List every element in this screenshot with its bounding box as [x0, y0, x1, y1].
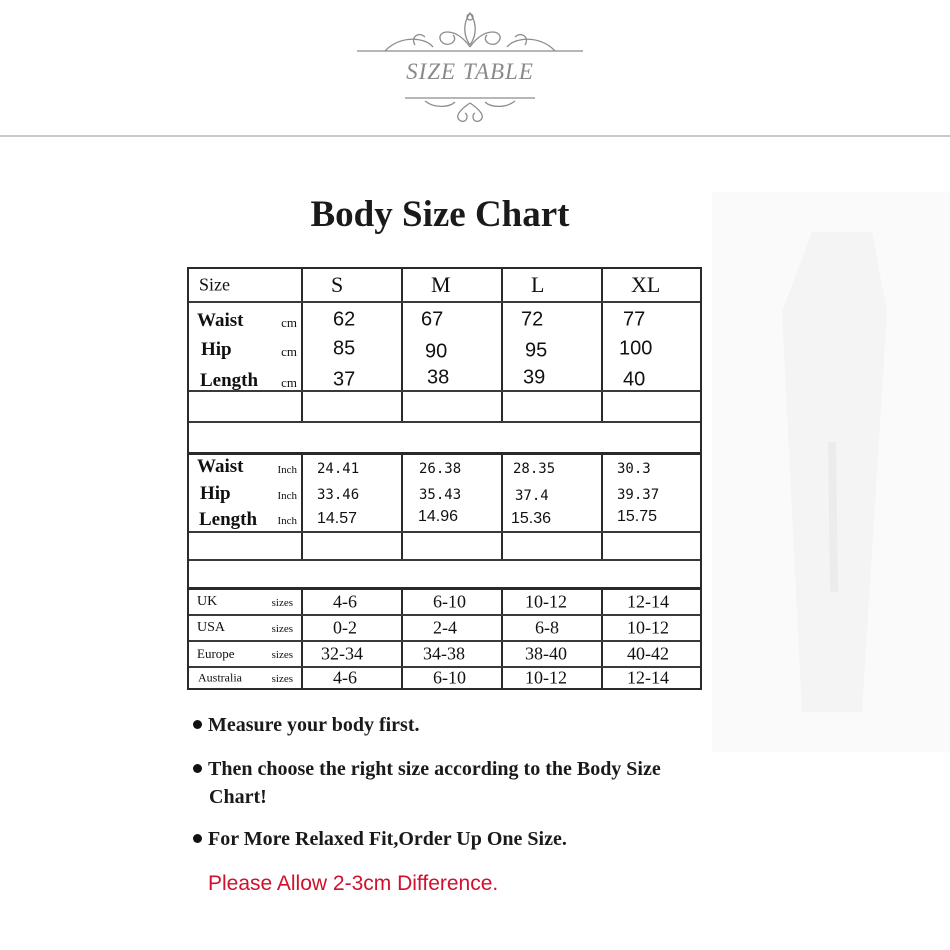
note-choose — [193, 758, 661, 781]
note-text: Measure your body first. — [208, 714, 420, 736]
intl-value: 4-6 — [333, 591, 357, 612]
inch-value: 26.38 — [419, 461, 462, 477]
europe-unit: sizes — [271, 649, 293, 662]
uk-label: UK — [197, 594, 218, 609]
intl-value: 32-34 — [321, 643, 363, 664]
table-separator-row — [189, 421, 700, 452]
cm-value: 37 — [333, 368, 356, 391]
table-separator-row — [189, 559, 700, 587]
header-banner — [0, 0, 950, 137]
inch-value: 14.57 — [317, 510, 358, 527]
hip-inch-unit: Inch — [277, 490, 297, 502]
cm-value: 77 — [623, 308, 646, 331]
note-text: Then choose the right size according to the Body Size — [208, 758, 661, 780]
waist-inch-label: Waist — [197, 456, 244, 477]
inch-labels-cell — [189, 455, 301, 531]
size-column-header: Size — [199, 274, 230, 295]
table-header-row — [189, 269, 700, 301]
cm-value: 38 — [427, 366, 450, 389]
chart-title: Body Size Chart — [310, 194, 570, 235]
cm-value: 67 — [421, 308, 444, 331]
cm-value: 95 — [525, 339, 548, 362]
header-divider — [0, 135, 950, 137]
table-row — [189, 640, 700, 666]
length-cm-label: Length — [200, 370, 259, 391]
cm-value: 85 — [333, 337, 356, 360]
note-relaxed-fit — [193, 828, 567, 851]
size-header-xl: XL — [631, 272, 661, 297]
size-table — [187, 267, 702, 690]
intl-value: 34-38 — [423, 643, 465, 664]
cm-value: 90 — [425, 340, 448, 363]
intl-value: 10-12 — [525, 591, 567, 612]
table-row — [189, 301, 700, 390]
cm-value: 62 — [333, 308, 356, 331]
intl-value: 10-12 — [627, 617, 669, 638]
australia-label: Australia — [198, 670, 242, 685]
length-cm-unit: cm — [281, 375, 297, 390]
cm-value: 72 — [521, 308, 544, 331]
bullet-dot-icon — [193, 720, 202, 729]
inch-value: 35.43 — [419, 487, 462, 503]
bullet-dot-icon — [193, 764, 202, 773]
intl-value: 12-14 — [627, 591, 669, 612]
length-inch-label: Length — [199, 509, 258, 530]
inch-value: 30.3 — [617, 461, 651, 477]
size-header-m: M — [431, 272, 451, 297]
intl-value: 2-4 — [433, 617, 457, 638]
note-text: Chart! — [209, 786, 267, 808]
note-measure — [193, 714, 419, 737]
waist-inch-unit: Inch — [277, 464, 297, 476]
inch-value: 14.96 — [418, 508, 459, 525]
cm-value: 39 — [523, 366, 546, 389]
intl-value: 4-6 — [333, 667, 357, 688]
waist-cm-label: Waist — [197, 310, 244, 331]
inch-value: 39.37 — [617, 487, 660, 503]
cm-labels-cell — [189, 303, 301, 390]
inch-value: 28.35 — [513, 461, 556, 477]
europe-label: Europe — [197, 646, 235, 661]
hip-cm-unit: cm — [281, 344, 297, 359]
intl-value: 6-8 — [535, 617, 559, 638]
intl-value: 0-2 — [333, 617, 357, 638]
intl-value: 10-12 — [525, 667, 567, 688]
hip-inch-label: Hip — [200, 483, 231, 504]
background-product-image — [712, 192, 950, 752]
usa-unit: sizes — [271, 623, 293, 636]
intl-value: 40-42 — [627, 643, 669, 664]
inch-value: 33.46 — [317, 487, 360, 503]
table-row-empty — [189, 390, 700, 421]
uk-unit: sizes — [271, 597, 293, 610]
hip-cm-label: Hip — [201, 339, 232, 360]
table-row — [189, 587, 700, 614]
usa-label: USA — [197, 620, 226, 635]
intl-value: 38-40 — [525, 643, 567, 664]
intl-value: 6-10 — [433, 591, 466, 612]
australia-unit: sizes — [271, 673, 293, 685]
intl-value: 6-10 — [433, 667, 466, 688]
table-row — [189, 452, 700, 531]
table-row — [189, 666, 700, 688]
inch-value: 15.75 — [617, 508, 658, 525]
note-choose-continued — [209, 786, 267, 809]
table-row-empty — [189, 531, 700, 559]
intl-value: 12-14 — [627, 667, 669, 688]
note-text: For More Relaxed Fit,Order Up One Size. — [208, 828, 567, 850]
size-header-l: L — [531, 272, 545, 297]
inch-value: 37.4 — [515, 488, 549, 504]
table-row — [189, 614, 700, 640]
waist-cm-unit: cm — [281, 315, 297, 330]
cm-value: 100 — [619, 337, 653, 360]
length-inch-unit: Inch — [277, 515, 297, 527]
inch-value: 15.36 — [511, 510, 552, 527]
banner-title: SIZE TABLE — [406, 59, 534, 84]
inch-value: 24.41 — [317, 461, 360, 477]
cm-value: 40 — [623, 368, 646, 391]
difference-warning: Please Allow 2-3cm Difference. — [208, 872, 499, 895]
bullet-dot-icon — [193, 834, 202, 843]
size-header-s: S — [331, 272, 344, 297]
